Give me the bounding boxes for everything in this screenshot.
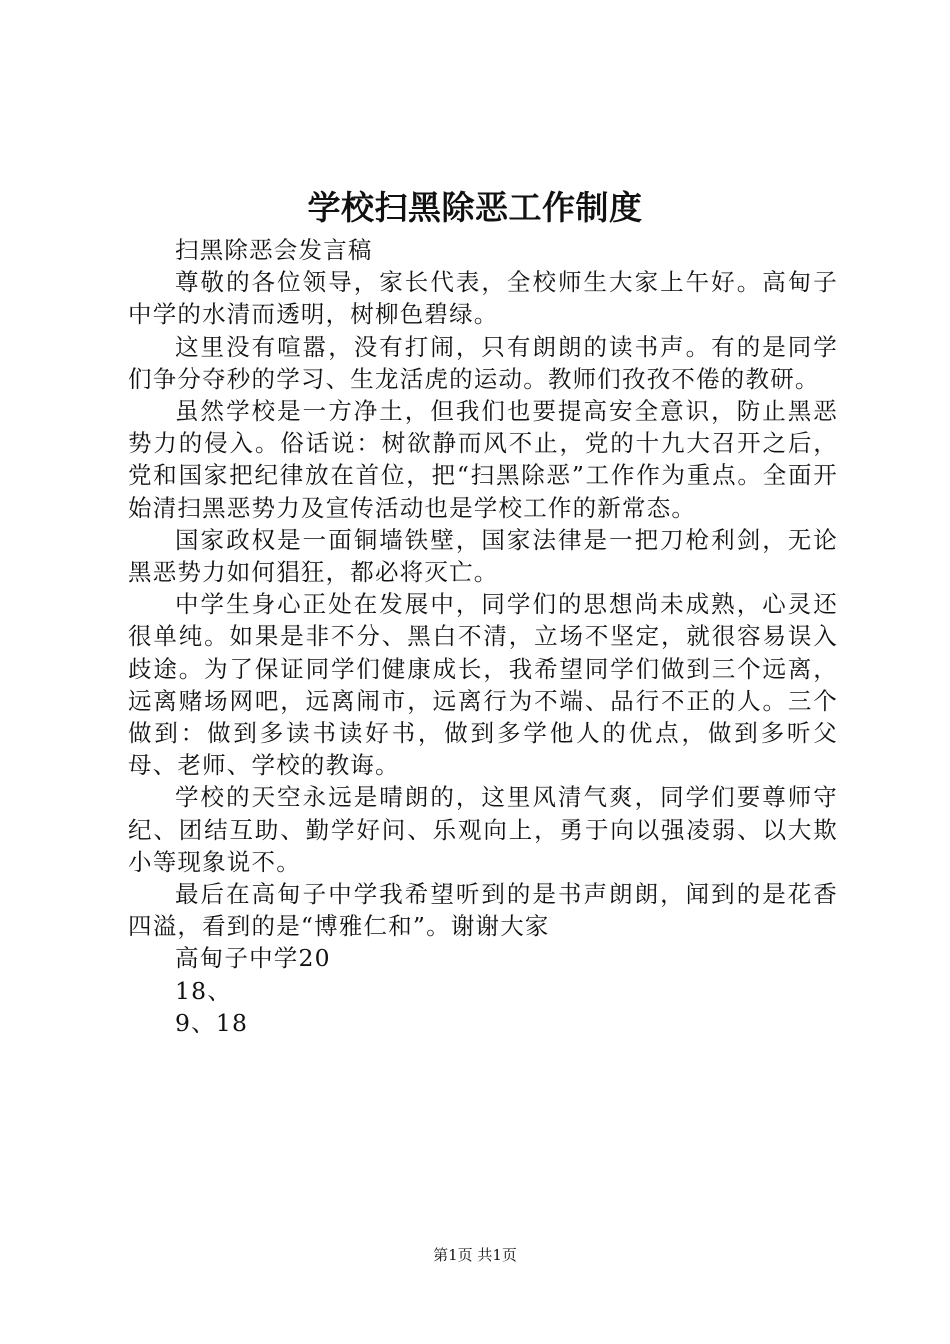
paragraph: 国家政权是一面铜墙铁壁，国家法律是一把刀枪利剑，无论黑恶势力如何猖狂，都必将灭亡。 <box>128 525 838 587</box>
signature-line: 高甸子中学20 <box>175 944 331 973</box>
page-footer: 第1页 共1页 <box>433 1246 517 1264</box>
paragraph: 这里没有喧嚣，没有打闹，只有朗朗的读书声。有的是同学们争分夺秒的学习、生龙活虎的运动。教师们孜孜不倦的教研。 <box>128 332 838 393</box>
paragraph: 中学生身心正处在发展中，同学们的思想尚未成熟，心灵还很单纯。如果是非不分、黑白不清，立场不坚定，就很容易误入歧途。为了保证同学们健康成长，我希望同学们做到三个远离，远离赌场网吧，远离闹市，远离行为不端、品行不正的人。三个做到：做到多读书读好书，做到多学他人的优点，做到多听父母、老师、学校的教诲。 <box>128 590 838 780</box>
paragraph: 虽然学校是一方净土，但我们也要提高安全意识，防止黑恶势力的侵入。俗话说：树欲静而风不止，党的十九大召开之后，党和国家把纪律放在首位，把“扫黑除恶”工作作为重点。全面开始清扫黑恶势力及宣传活动也是学校工作的新常态。 <box>128 397 838 522</box>
document-title: 学校扫黑除恶工作制度 <box>307 188 643 227</box>
paragraph-subtitle: 扫黑除恶会发言稿 <box>175 236 373 264</box>
paragraph: 最后在高甸子中学我希望听到的是书声朗朗，闻到的是花香四溢，看到的是“博雅仁和”。谢谢大家 <box>128 880 838 941</box>
document-body <box>128 234 838 1039</box>
paragraph: 学校的天空永远是晴朗的，这里风清气爽，同学们要尊师守纪、团结互助、勤学好问、乐观向上，勇于向以强凌弱、以大欺小等现象说不。 <box>128 783 838 876</box>
signature-line: 18、 <box>175 976 233 1005</box>
paragraph: 尊敬的各位领导，家长代表，全校师生大家上午好。高甸子中学的水清而透明，树柳色碧绿。 <box>128 268 838 329</box>
signature-line: 9、18 <box>175 1008 249 1037</box>
